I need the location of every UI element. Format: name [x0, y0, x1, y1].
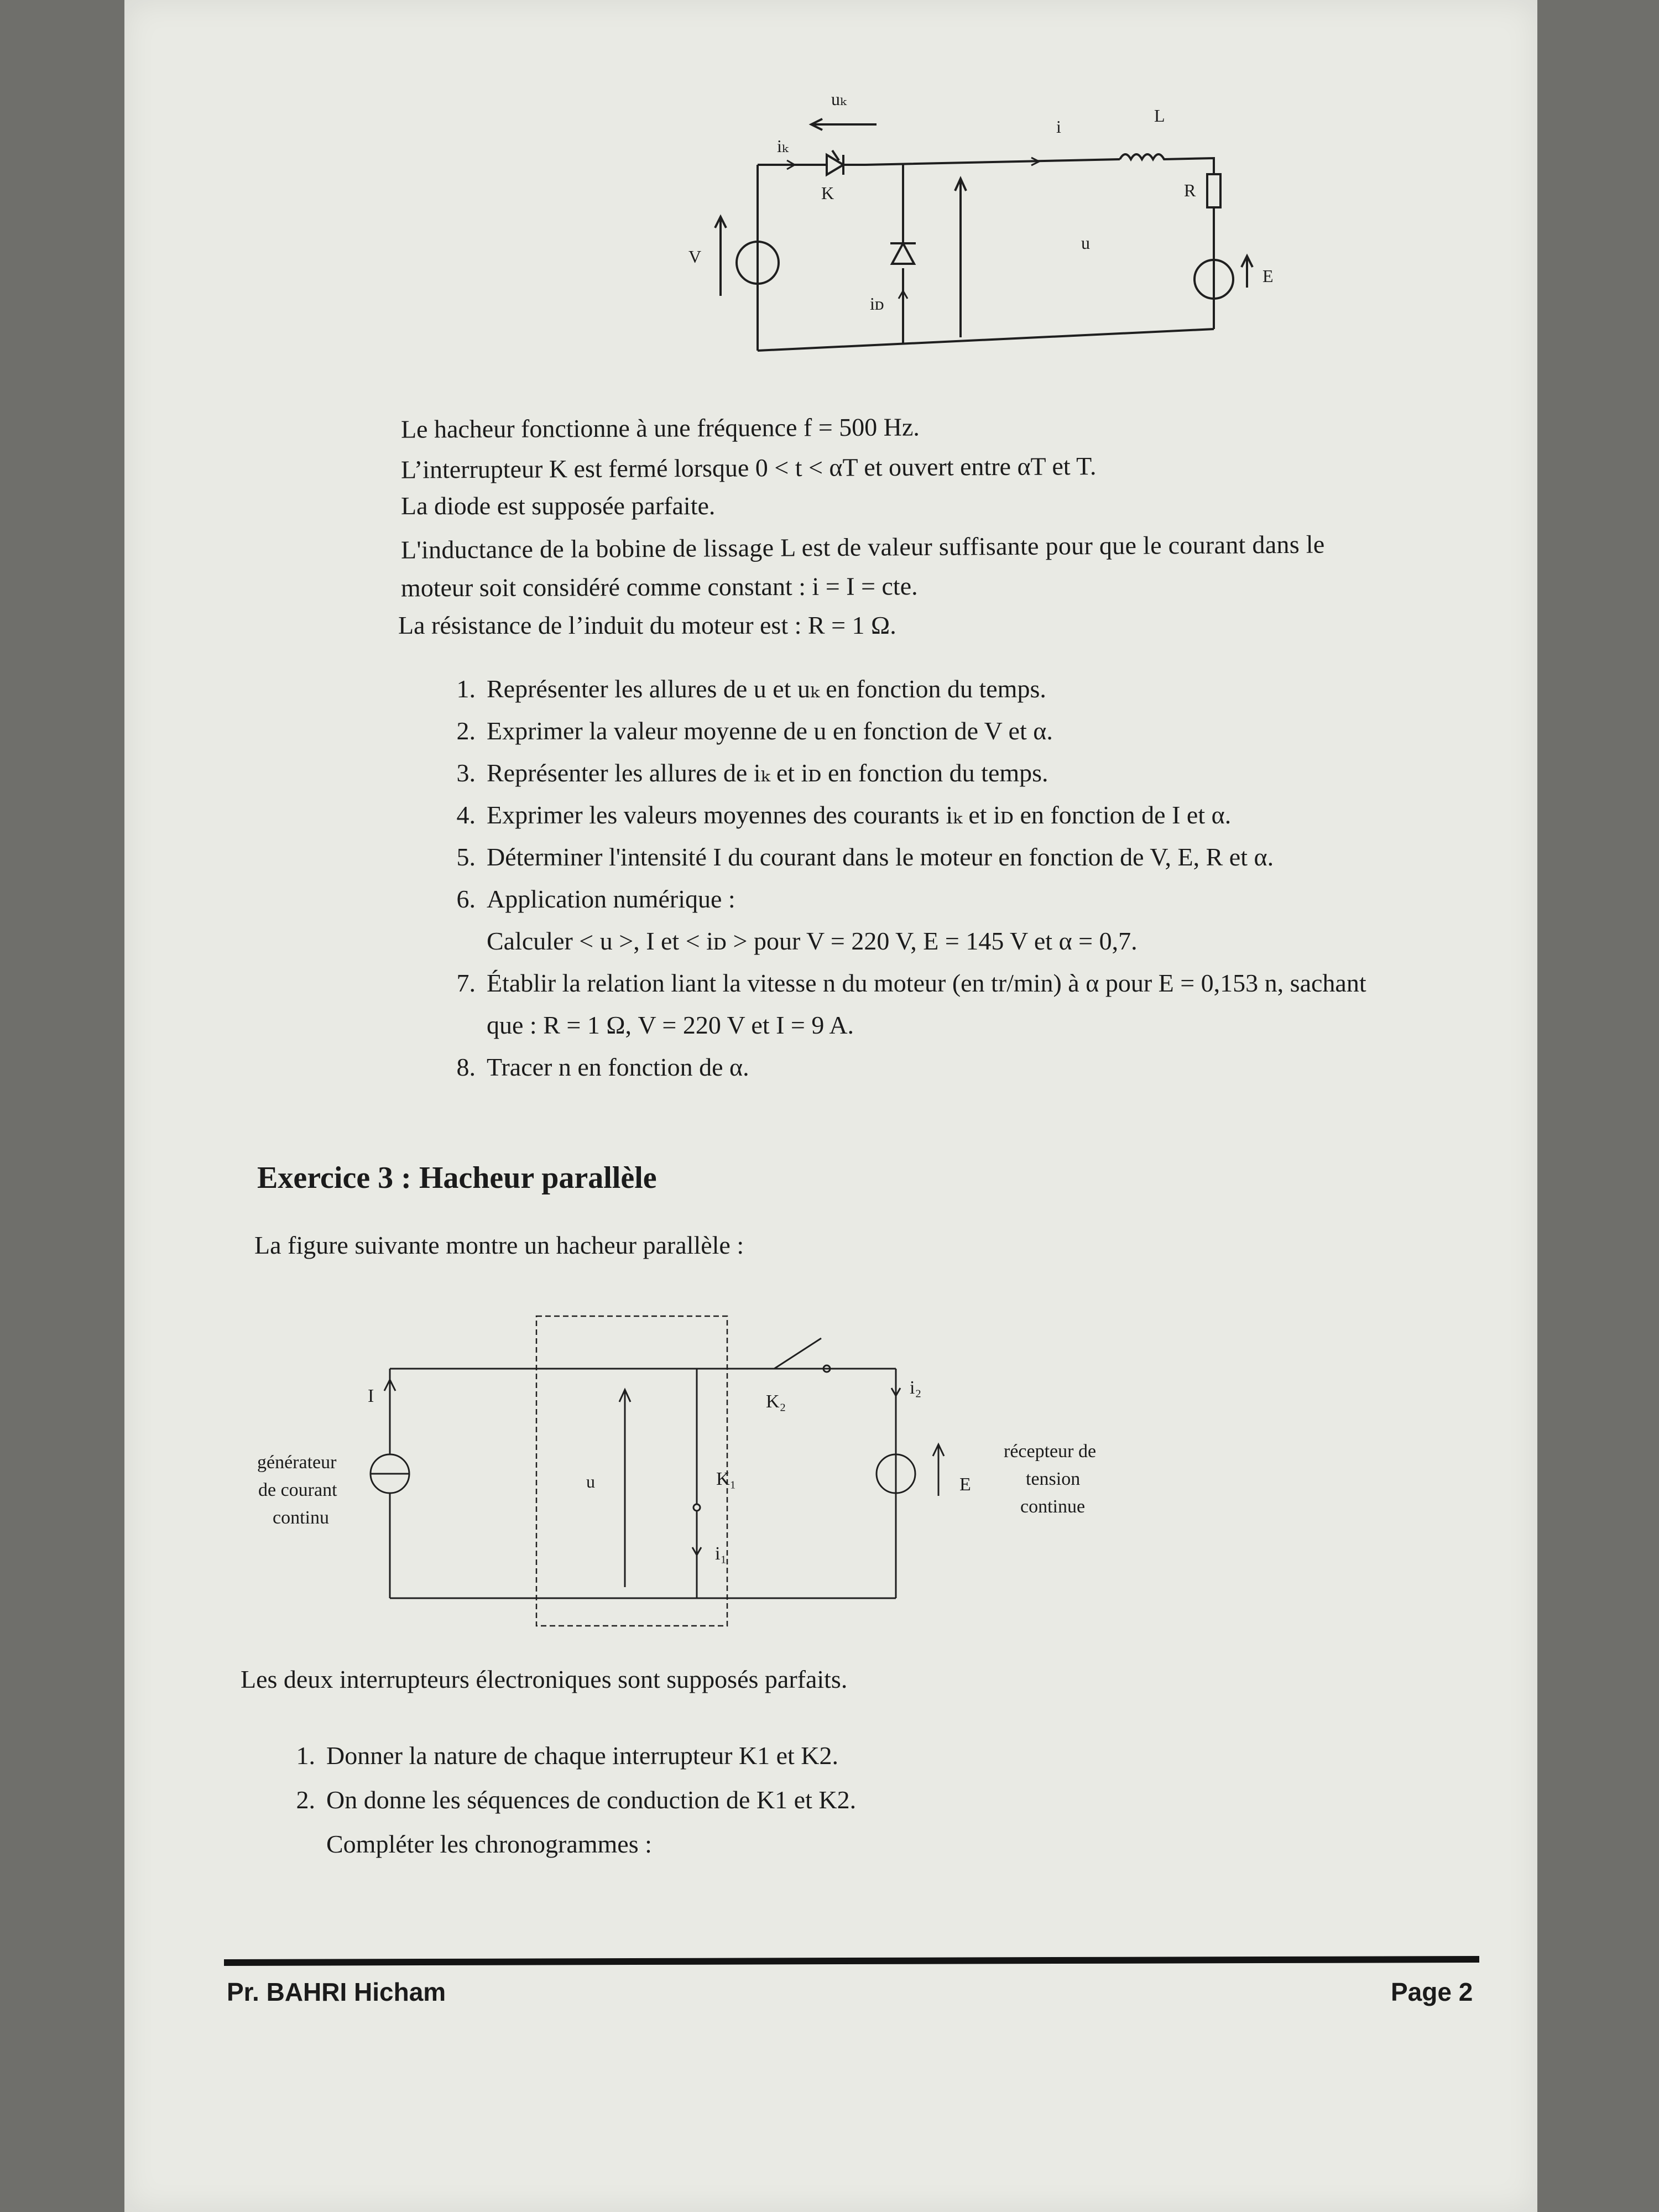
switch-k2-symbol — [774, 1338, 822, 1369]
label-receiver-1: récepteur de — [1004, 1441, 1097, 1462]
label-receiver-3: continue — [1020, 1496, 1086, 1517]
question-item: 7. Établir la relation liant la vitesse n du moteur (en tr/min) à α pour E = 0,153 n, sachant — [456, 969, 1366, 997]
inductor-l-symbol — [1120, 154, 1214, 174]
diode-symbol — [890, 243, 916, 264]
label-r: R — [1184, 180, 1196, 200]
question-item: 6. Application numérique : — [456, 885, 735, 913]
statement-line: La diode est supposée parfaite. — [401, 492, 716, 520]
label-i2: i₂ — [910, 1378, 922, 1398]
switch-box-dashed — [536, 1316, 727, 1626]
arrow-uk — [811, 119, 877, 130]
question-item: 2. Exprimer la valeur moyenne de u en fonction de V et α. — [456, 717, 1053, 745]
statement-line: moteur soit considéré comme constant : i = I = cte. — [400, 572, 918, 602]
question-item: 8. Tracer n en fonction de α. — [456, 1053, 749, 1081]
exercise-3-intro: La figure suivante montre un hacheur parallèle : — [254, 1231, 744, 1259]
label-u: u — [1081, 233, 1090, 253]
question-item: 5. Déterminer l'intensité I du courant dans le moteur en fonction de V, E, R et α. — [456, 843, 1274, 871]
wire-bottom — [758, 329, 1214, 351]
arrow-u — [619, 1390, 630, 1587]
statement-line: L'inductance de la bobine de lissage L est de valeur suffisante pour que le courant dans le — [400, 530, 1325, 564]
label-e: E — [959, 1474, 971, 1495]
statement-line: L’interrupteur K est fermé lorsque 0 < t < αT et ouvert entre αT et T. — [400, 452, 1097, 484]
footer-author: Pr. BAHRI Hicham — [227, 1978, 446, 2006]
arrow-v — [715, 217, 726, 296]
document-page — [124, 0, 1537, 2212]
label-id: iᴅ — [870, 294, 884, 314]
thyristor-k-symbol — [813, 150, 865, 175]
question-item: Calculer < u >, I et < iᴅ > pour V = 220 V, E = 145 V et α = 0,7. — [487, 927, 1138, 955]
question-item: que : R = 1 Ω, V = 220 V et I = 9 A. — [487, 1011, 854, 1039]
label-uk: uₖ — [831, 89, 847, 109]
label-u: u — [586, 1472, 595, 1491]
switch-k1-symbol — [693, 1504, 700, 1511]
exercise-3-title: Exercice 3 : Hacheur parallèle — [257, 1161, 657, 1195]
question-item: 2. On donne les séquences de conduction de K1 et K2. — [296, 1786, 857, 1814]
label-i: I — [368, 1386, 374, 1406]
question-item: 3. Représenter les allures de iₖ et iᴅ en fonction du temps. — [456, 759, 1048, 787]
label-k: K — [821, 183, 834, 203]
arrow-e — [1241, 256, 1253, 288]
label-i1: i₁ — [715, 1543, 727, 1564]
circuit-diagram-boost-chopper — [235, 1305, 1175, 1637]
arrow-u — [955, 179, 966, 337]
label-generator-1: générateur — [257, 1452, 337, 1473]
questions-list-1 — [434, 668, 1366, 1088]
label-i: i — [1056, 117, 1061, 137]
footer-page-number: Page 2 — [1391, 1978, 1473, 2006]
question-item: 1. Donner la nature de chaque interrupteur K1 et K2. — [296, 1741, 839, 1770]
question-item: 1. Représenter les allures de u et uₖ en fonction du temps. — [456, 675, 1046, 703]
questions-list-2 — [274, 1734, 856, 1866]
label-ik: iₖ — [777, 136, 789, 156]
label-k2: K₂ — [766, 1391, 786, 1412]
statement-line: La résistance de l’induit du moteur est : R = 1 Ω. — [398, 611, 896, 639]
arrow-e — [933, 1444, 944, 1496]
label-l: L — [1154, 106, 1165, 126]
circuit-diagram-buck-chopper — [567, 77, 1313, 365]
label-receiver-2: tension — [1026, 1469, 1081, 1489]
statement-line: Le hacheur fonctionne à une fréquence f = 500 Hz. — [400, 413, 920, 444]
footer-rule — [224, 1956, 1479, 1966]
label-v: V — [688, 247, 702, 267]
question-item: Compléter les chronogrammes : — [326, 1830, 652, 1858]
label-generator-2: de courant — [258, 1480, 337, 1500]
label-k1: K₁ — [716, 1469, 737, 1489]
question-item: 4. Exprimer les valeurs moyennes des courants iₖ et iᴅ en fonction de I et α. — [456, 801, 1232, 829]
resistor-r-symbol — [1207, 174, 1220, 207]
switches-statement: Les deux interrupteurs électroniques sont supposés parfaits. — [241, 1665, 848, 1693]
label-generator-3: continu — [273, 1507, 329, 1528]
label-e: E — [1262, 266, 1274, 286]
